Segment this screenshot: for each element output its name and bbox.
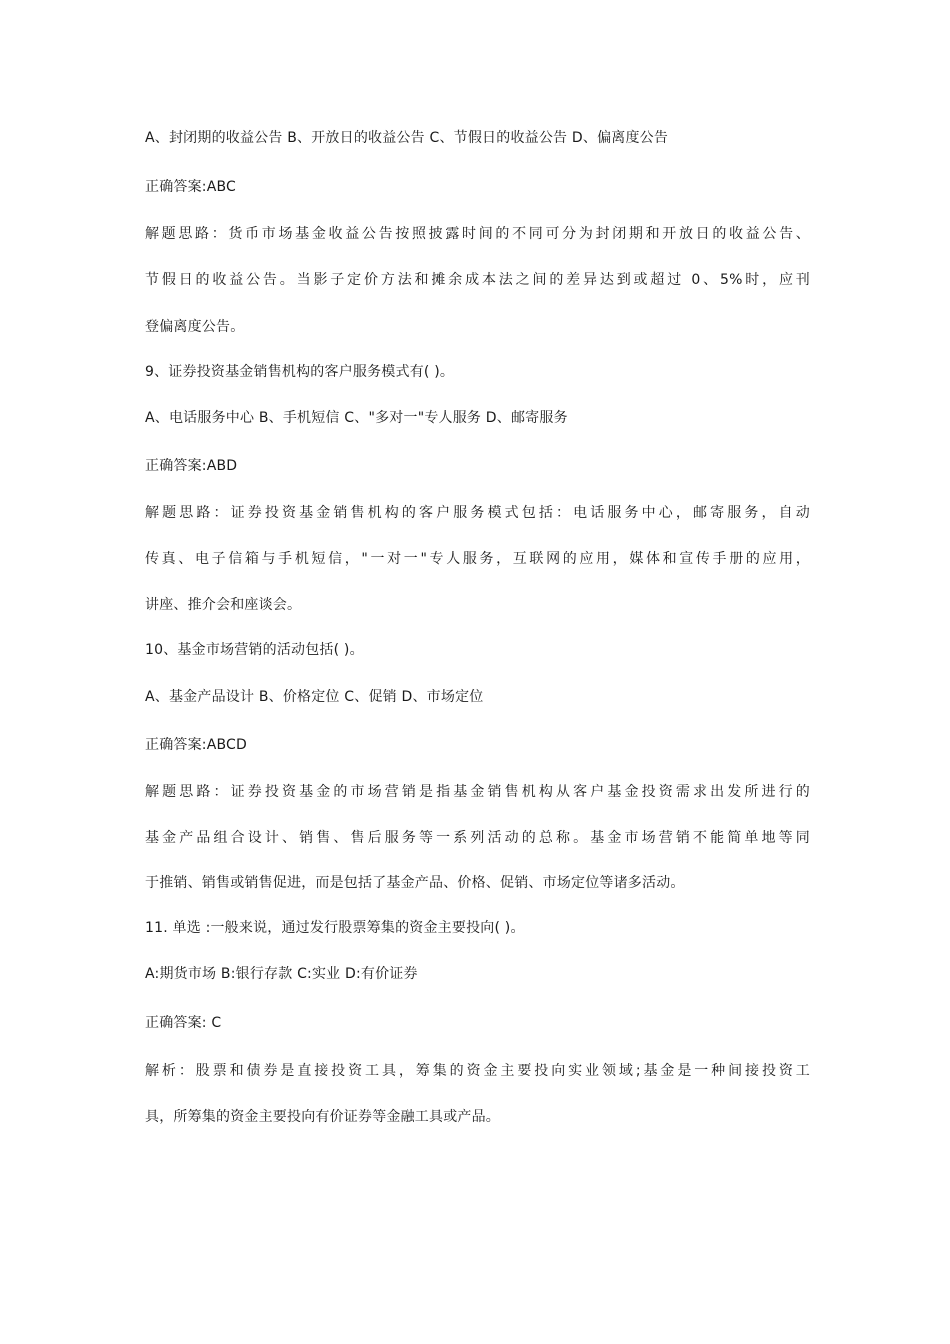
- explanation-line-q10-2: 基金产品组合设计、销售、售后服务等一系列活动的总称。基金市场营销不能简单地等同: [145, 830, 810, 846]
- question-10: 10、基金市场营销的活动包括( )。: [145, 642, 364, 658]
- explanation-line-q9-1: 解题思路：证券投资基金销售机构的客户服务模式包括：电话服务中心，邮寄服务，自动: [145, 505, 810, 521]
- option-line-q8: A、封闭期的收益公告 B、开放日的收益公告 C、节假日的收益公告 D、偏离度公告: [145, 130, 669, 146]
- option-line-q9: A、电话服务中心 B、手机短信 C、"多对一"专人服务 D、邮寄服务: [145, 410, 568, 426]
- explanation-line-q10-3: 于推销、销售或销售促进，而是包括了基金产品、价格、促销、市场定位等诸多活动。: [145, 875, 685, 891]
- answer-line-q8: 正确答案:ABC: [145, 179, 237, 195]
- question-9: 9、证券投资基金销售机构的客户服务模式有( )。: [145, 364, 455, 380]
- option-line-q11: A:期货市场 B:银行存款 C:实业 D:有价证券: [145, 966, 418, 982]
- answer-line-q11: 正确答案: C: [145, 1015, 222, 1031]
- explanation-line-q11-1: 解析：股票和债券是直接投资工具，筹集的资金主要投向实业领域;基金是一种间接投资工: [145, 1063, 810, 1079]
- answer-line-q9: 正确答案:ABD: [145, 458, 238, 474]
- explanation-line-q9-3: 讲座、推介会和座谈会。: [145, 597, 302, 613]
- explanation-line-q9-2: 传真、电子信箱与手机短信，"一对一"专人服务，互联网的应用，媒体和宣传手册的应用，: [145, 551, 810, 567]
- option-line-q10: A、基金产品设计 B、价格定位 C、促销 D、市场定位: [145, 689, 484, 705]
- answer-line-q10: 正确答案:ABCD: [145, 737, 248, 753]
- explanation-line-q8-2: 节假日的收益公告。当影子定价方法和摊余成本法之间的差异达到或超过 0、5%时，应刊: [145, 272, 810, 288]
- explanation-line-q10-1: 解题思路：证券投资基金的市场营销是指基金销售机构从客户基金投资需求出发所进行的: [145, 784, 810, 800]
- explanation-line-q11-2: 具，所筹集的资金主要投向有价证券等金融工具或产品。: [145, 1109, 500, 1125]
- explanation-line-q8-3: 登偏离度公告。: [145, 319, 245, 335]
- explanation-line-q8-1: 解题思路：货币市场基金收益公告按照披露时间的不同可分为封闭期和开放日的收益公告、: [145, 226, 810, 242]
- question-11: 11. 单选 :一般来说，通过发行股票筹集的资金主要投向( )。: [145, 920, 525, 936]
